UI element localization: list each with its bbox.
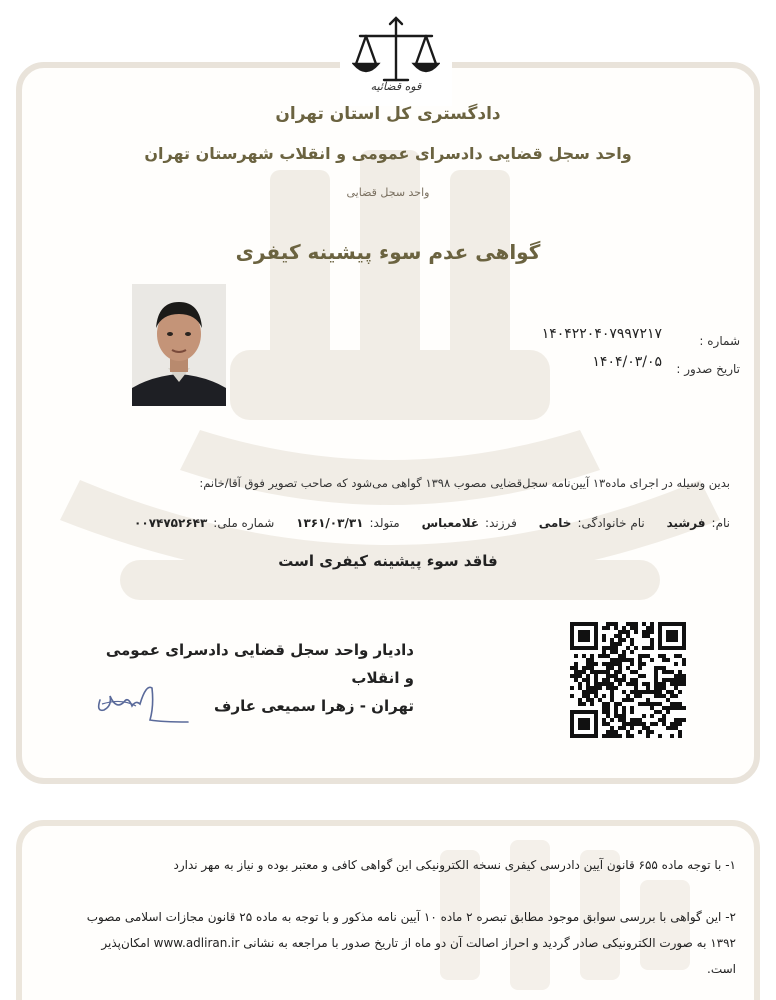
national-id-value: ۰۰۷۴۷۵۲۶۴۳	[134, 516, 208, 530]
father-name-label: فرزند:	[485, 516, 517, 530]
holder-photo	[132, 284, 226, 406]
court-name: دادگستری کل استان تهران	[275, 104, 501, 124]
note-1: ۱- با توجه ماده ۶۵۵ قانون آیین دادرسی کیفری نسخه الکترونیکی این گواهی کافی و معتبر بوده و نیاز به مهر ندارد	[173, 858, 736, 872]
statement-text: بدین وسیله در اجرای ماده۱۳ آیین‌نامه سجل‌قضایی مصوب ۱۳۹۸ گواهی می‌شود که صاحب تصویر فوق آقا/خانم:	[199, 476, 730, 490]
verification-qr-code[interactable]	[570, 622, 686, 738]
father-name-value: غلامعباس	[421, 516, 480, 530]
signature-mark	[92, 676, 202, 756]
subunit-name: واحد سجل قضایی	[346, 186, 430, 199]
certificate-title: گواهی عدم سوء پیشینه کیفری	[235, 240, 541, 264]
issue-date-label: تاریخ صدور :	[676, 362, 740, 376]
first-name-value: فرشید	[666, 516, 706, 530]
verdict-text: فاقد سوء پیشینه کیفری است	[278, 552, 498, 570]
signatory-line-1: دادیار واحد سجل قضایی دادسرای عمومی و انقلاب	[105, 641, 414, 687]
emblem-caption: قوه قضائیه	[370, 80, 422, 93]
first-name-label: نام:	[711, 516, 730, 530]
last-name-value: خامی	[538, 516, 572, 530]
unit-name: واحد سجل قضایی دادسرای عمومی و انقلاب شهرستان تهران	[144, 144, 632, 163]
birth-date-label: متولد:	[369, 516, 400, 530]
note-2-line-2: ۱۳۹۲ به صورت الکترونیکی صادر گردید و احراز اصالت آن دو ماه از تاریخ صدور با مراجعه به نشانی www.adliran.ir امکان‌پذیر	[101, 936, 736, 950]
birth-date-value: ۱۳۶۱/۰۳/۳۱	[296, 516, 364, 530]
last-name-label: نام خانوادگی:	[577, 516, 645, 530]
issue-date-value: ۱۴۰۴/۰۳/۰۵	[592, 354, 662, 370]
identity-line	[116, 516, 730, 530]
national-id-label: شماره ملی:	[213, 516, 275, 530]
number-value: ۱۴۰۴۲۲۰۴۰۷۹۹۷۲۱۷	[541, 326, 662, 342]
note-2-line-3: است.	[707, 962, 736, 976]
signatory-line-2: تهران - زهرا سمیعی عارف	[214, 697, 414, 715]
note-2-line-1: ۲- این گواهی با بررسی سوابق موجود مطابق تبصره ۲ ماده ۱۰ آیین نامه مذکور و با توجه به ماده ۲۵ قانون مجازات اسلامی مصوب	[86, 910, 736, 924]
number-label: شماره :	[699, 334, 740, 348]
